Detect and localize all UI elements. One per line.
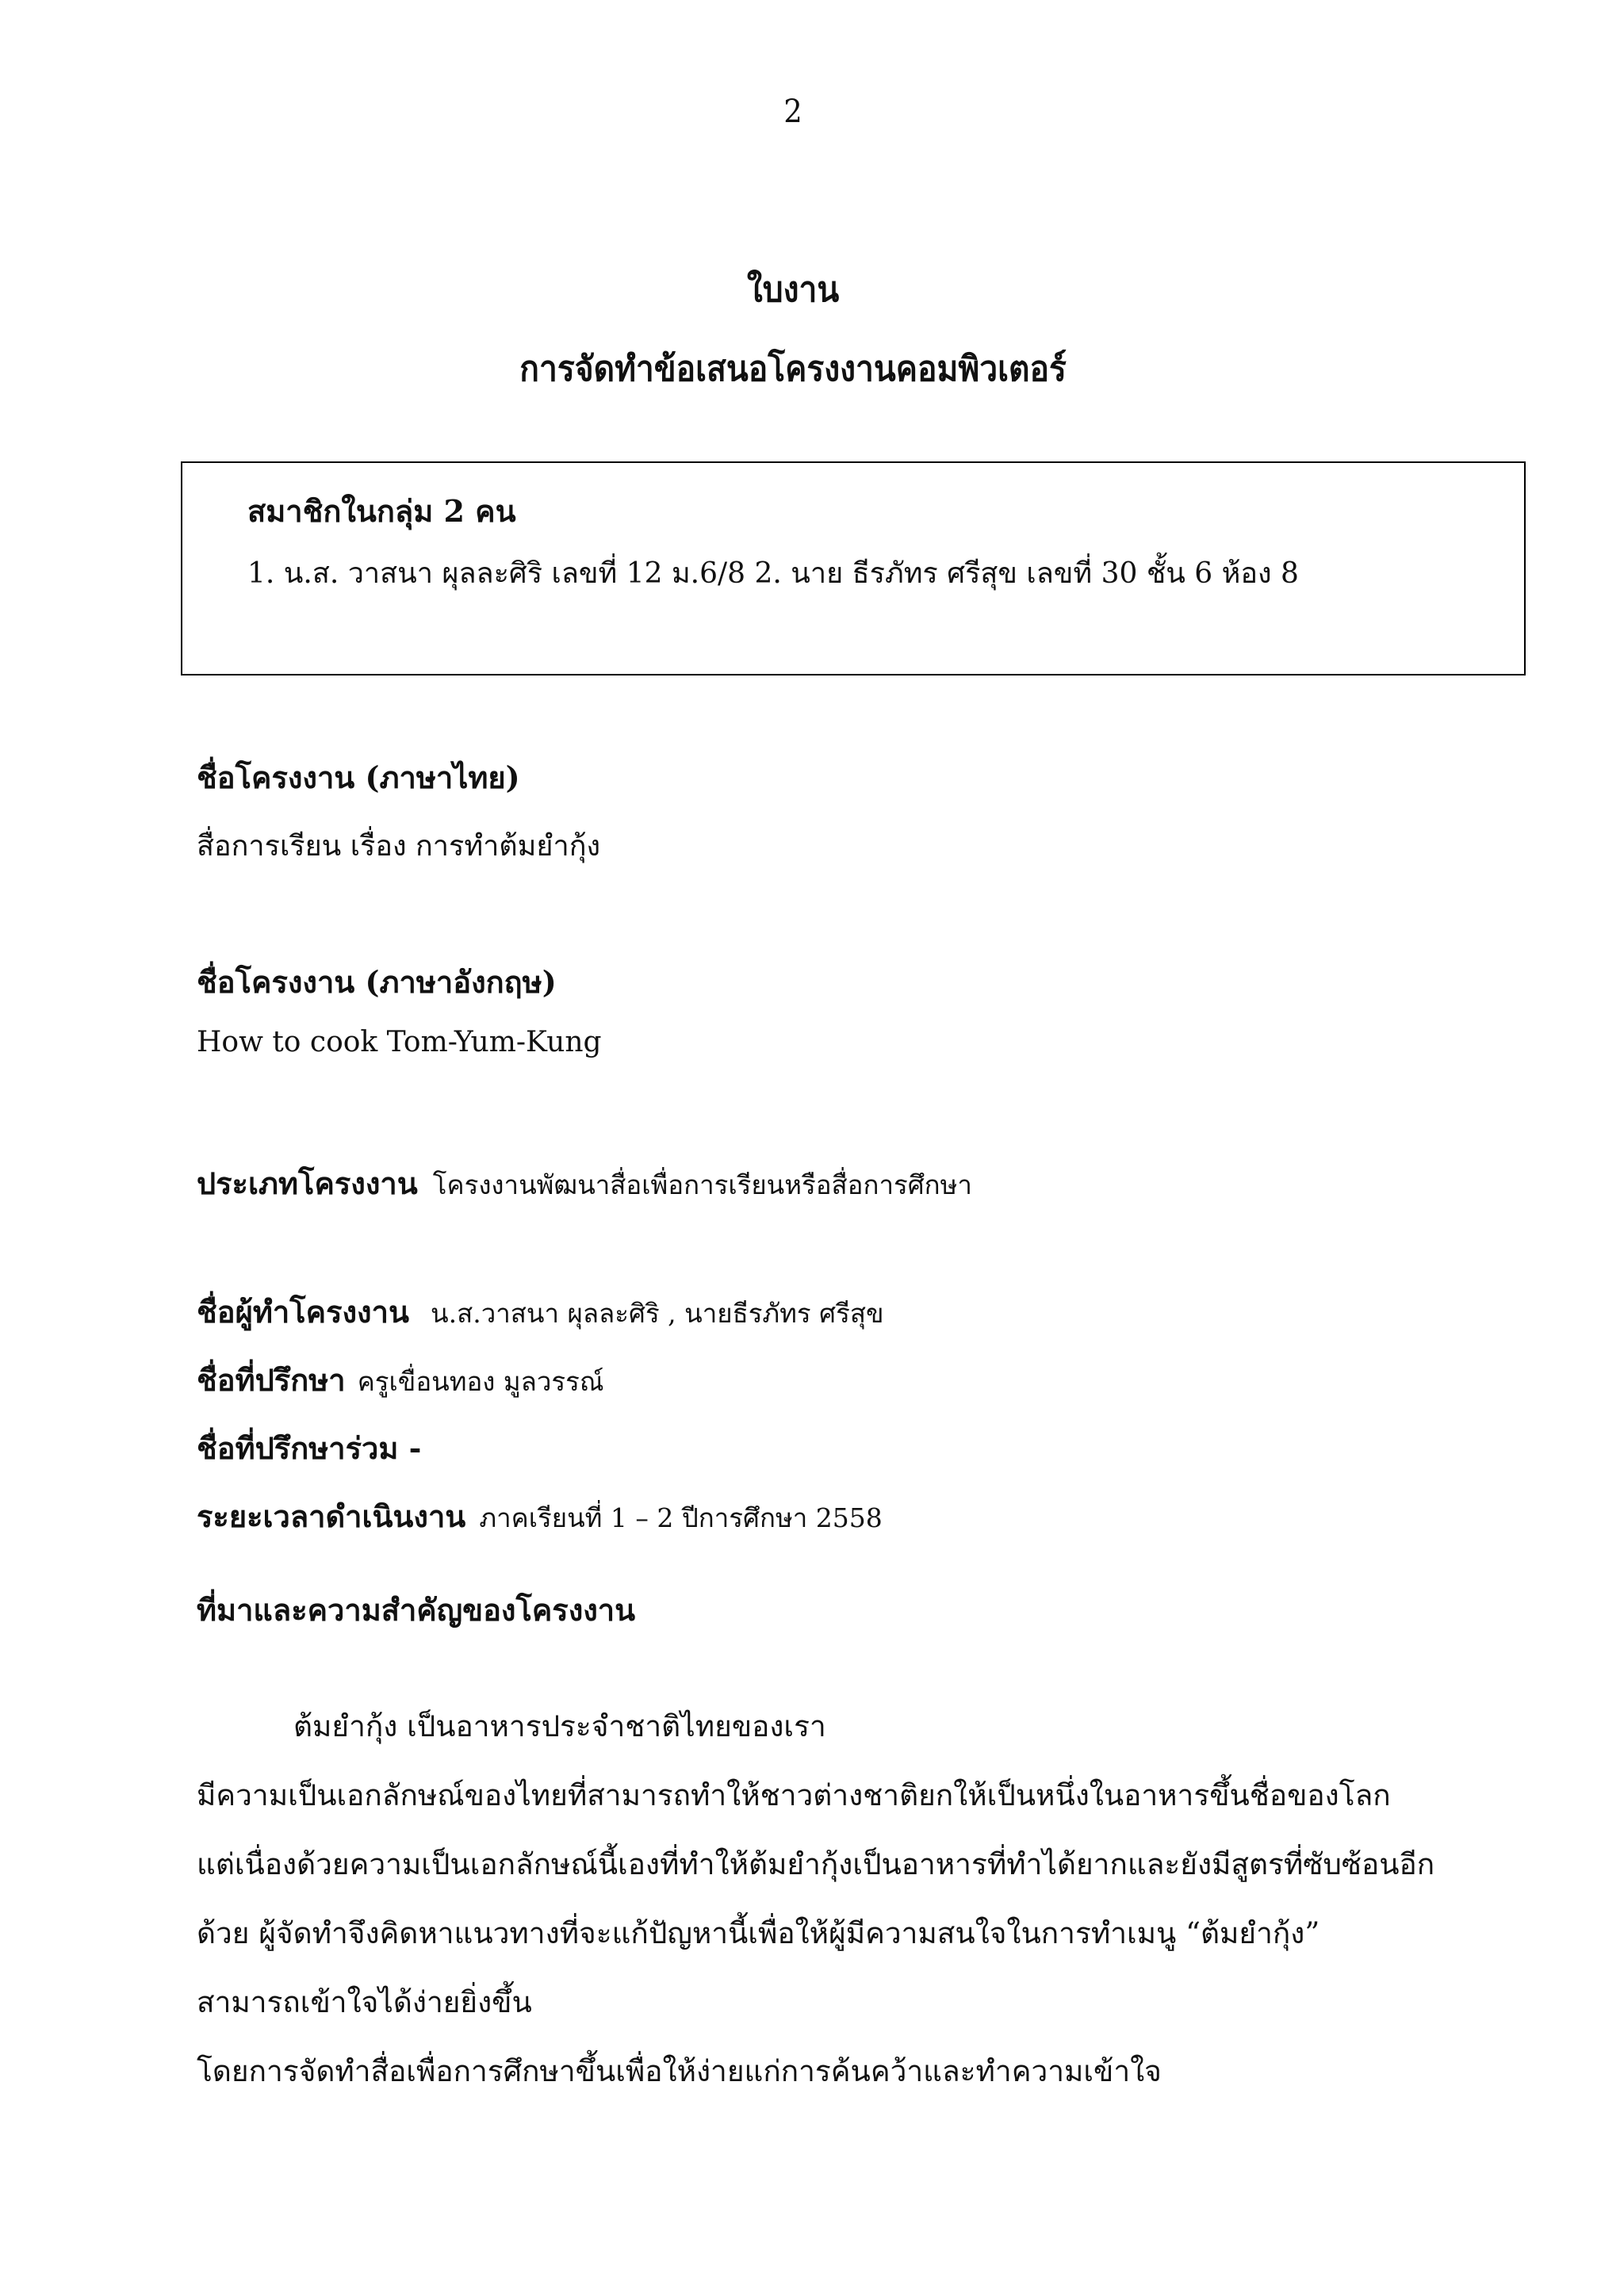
duration-label: ระยะเวลาดำเนินงาน (197, 1498, 466, 1534)
worksheet-title: ใบงาน (746, 270, 840, 310)
authors-value: น.ส.วาสนา ผุลละศิริ , นายธีรภัทร ศรีสุข (431, 1298, 884, 1329)
project-type-row (197, 1159, 972, 1207)
members-box (181, 461, 1526, 675)
project-type-value: โครงงานพัฒนาสื่อเพื่อการเรียนหรือสื่อการศึกษา (432, 1169, 972, 1200)
advisor-value: ครูเขื่อนทอง มูลวรรณ์ (357, 1366, 604, 1397)
page-number: 2 (783, 94, 802, 130)
worksheet-subtitle: การจัดทำข้อเสนอโครงงานคอมพิวเตอร์ (519, 349, 1067, 389)
advisor-row (197, 1356, 603, 1404)
project-type-label: ประเภทโครงงาน (197, 1165, 418, 1201)
background-line: ต้มยำกุ้ง เป็นอาหารประจำชาติไทยของเรา (293, 1709, 826, 1743)
background-line: มีความเป็นเอกลักษณ์ของไทยที่สามารถทำให้ชาวต่างชาติยกให้เป็นหนึ่งในอาหารขึ้นชื่อของโลก (197, 1778, 1391, 1812)
background-line: โดยการจัดทำสื่อเพื่อการศึกษาขึ้นเพื่อให้ง่ายแก่การค้นคว้าและทำความเข้าใจ (197, 2054, 1162, 2088)
members-heading: สมาชิกในกลุ่ม 2 คน (247, 493, 516, 529)
project-name-en-value: How to cook Tom-Yum-Kung (197, 1026, 602, 1058)
co-advisor-label: ชื่อที่ปรึกษาร่วม - (197, 1430, 422, 1466)
duration-value: ภาคเรียนที่ 1 – 2 ปีการศึกษา 2558 (479, 1502, 883, 1533)
advisor-label: ชื่อที่ปรึกษา (197, 1362, 346, 1398)
project-name-th-label: ชื่อโครงงาน (ภาษาไทย) (197, 760, 520, 795)
duration-row (197, 1492, 883, 1540)
authors-row (197, 1288, 884, 1336)
background-heading: ที่มาและความสำคัญของโครงงาน (197, 1592, 636, 1628)
authors-label: ชื่อผู้ทำโครงงาน (197, 1294, 409, 1330)
background-line: ด้วย ผู้จัดทำจึงคิดหาแนวทางที่จะแก้ปัญหานี้เพื่อให้ผู้มีความสนใจในการทำเมนู “ต้มยำกุ้ง” (197, 1916, 1320, 1950)
members-list: 1. น.ส. วาสนา ผุลละศิริ เลขที่ 12 ม.6/8 2. นาย ธีรภัทร ศรีสุข เลขที่ 30 ชั้น 6 ห้อง 8 (247, 557, 1299, 590)
project-name-th-value: สื่อการเรียน เรื่อง การทำต้มยำกุ้ง (197, 830, 601, 863)
background-line: สามารถเข้าใจได้ง่ายยิ่งขึ้น (197, 1985, 532, 2019)
project-name-en-label: ชื่อโครงงาน (ภาษาอังกฤษ) (197, 964, 557, 1000)
background-line: แต่เนื่องด้วยความเป็นเอกลักษณ์นี้เองที่ทำให้ต้มยำกุ้งเป็นอาหารที่ทำได้ยากและยังมีสูตรที่ซับซ้อนอีก (197, 1847, 1435, 1881)
